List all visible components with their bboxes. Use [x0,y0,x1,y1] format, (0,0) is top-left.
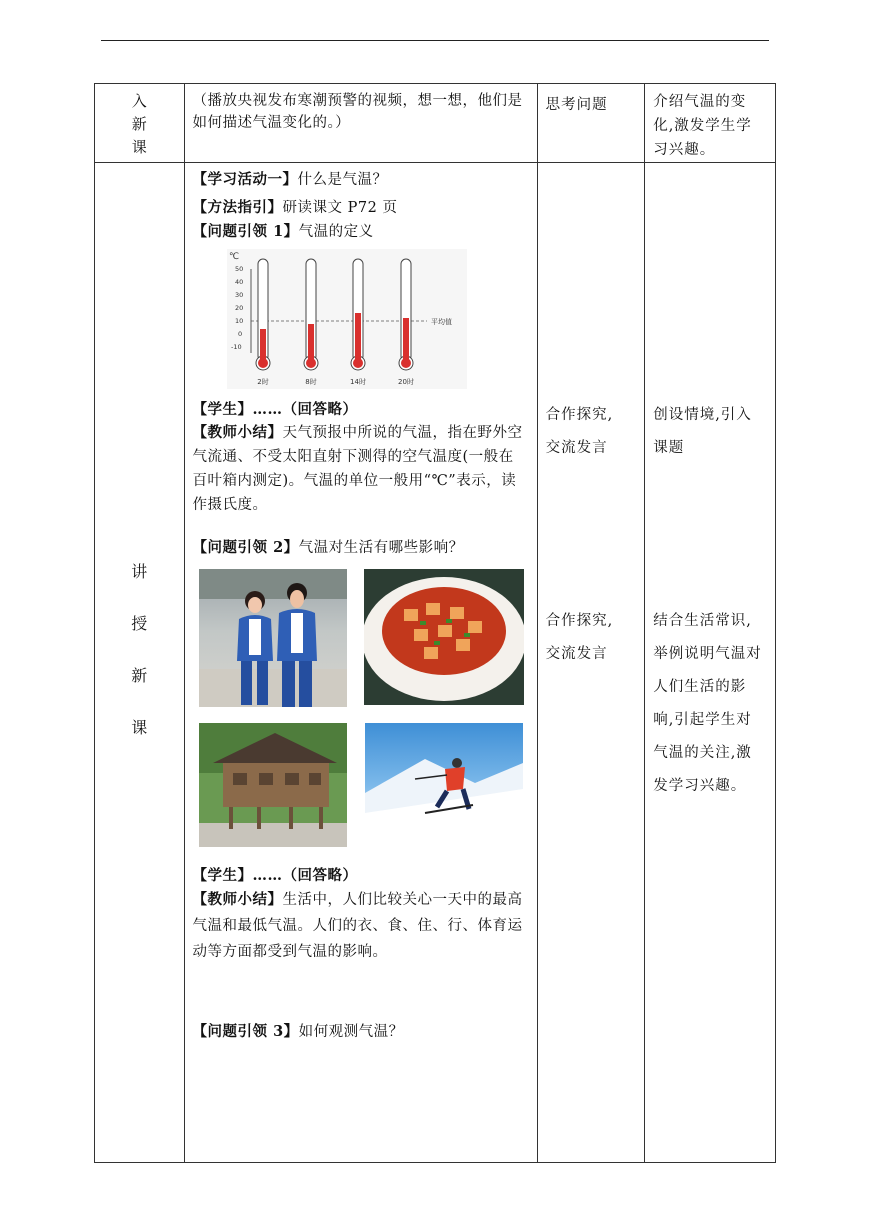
mercury-14h [355,313,361,361]
photo-grid [185,569,537,865]
teacher-summary-1: 【教师小结】天气预报中所说的气温，指在野外空气流通、不受太阳直射下测得的空气温度(一般在百叶箱内测定)。气温的单位一般用“℃”表示，读作摄氏度。 [192,424,523,513]
unit-label: ℃ [228,252,239,262]
mercury-20h [403,318,409,361]
teach-student-activity [537,163,645,1163]
method-guide: 【方法指引】研读课文 P72 页 [192,199,398,216]
lesson-table [94,83,776,1163]
intro-design-intent: 介绍气温的变化,激发学生学习兴趣。 [645,84,776,163]
intro-content: （播放央视发布寒潮预警的视频，想一想，他们是如何描述气温变化的。） [184,84,537,163]
time-20: 20时 [397,378,414,386]
time-2: 2时 [256,378,269,386]
thermometer-chart [227,249,467,389]
tick-30: 30 [234,291,243,299]
teach-content [184,163,537,1163]
teach-section-label: 讲 授 新 课 [95,163,185,1163]
tick-10: 10 [234,317,243,325]
tick-0: 0 [237,330,242,338]
time-8: 8时 [304,378,317,386]
time-14: 14时 [349,378,366,386]
thermometer-svg [227,249,467,389]
skier-photo [365,723,523,849]
intro-student-activity: 思考问题 [537,84,645,163]
tick-20: 20 [234,304,243,312]
mercury-2h [260,329,266,361]
teach-design-intent [645,163,776,1163]
question3: 【问题引领 3】如何观测气温？ [192,1023,404,1040]
design-intent-2: 结合生活常识, 举例说明气温对 人们生活的影 响,引起学生对 气温的关注,激 发学习兴趣。 [653,613,762,794]
tick-40: 40 [234,278,243,286]
food-photo [364,569,524,705]
teacher-summary-2: 【教师小结】生活中，人们比较关心一天中的最高气温和最低气温。人们的衣、食、住、行、体育运动等方面都受到气温的影响。 [192,891,523,960]
student-activity-2: 合作探究, 交流发言 [545,613,614,662]
stilt-house-photo [199,723,347,847]
question1: 【问题引领 1】气温的定义 [192,223,374,240]
mercury-8h [308,324,314,361]
student-answer-1: 【学生】……（回答略） [192,401,358,418]
student-activity-1: 合作探究, 交流发言 [545,407,614,456]
students-photo [199,569,347,707]
intro-row [95,84,776,163]
tick-50: 50 [234,265,243,273]
intro-section-label: 入 新 课 [95,84,185,163]
tick-neg10: -10 [230,343,242,351]
avg-label: 平均值 [430,318,452,326]
student-answer-2: 【学生】……（回答略） [192,867,358,884]
design-intent-1: 创设情境,引入 课题 [653,407,752,456]
teach-row [95,163,776,1163]
activity1: 【学习活动一】什么是气温？ [192,171,388,188]
question2: 【问题引领 2】气温对生活有哪些影响？ [192,539,464,556]
header-rule [101,40,769,41]
